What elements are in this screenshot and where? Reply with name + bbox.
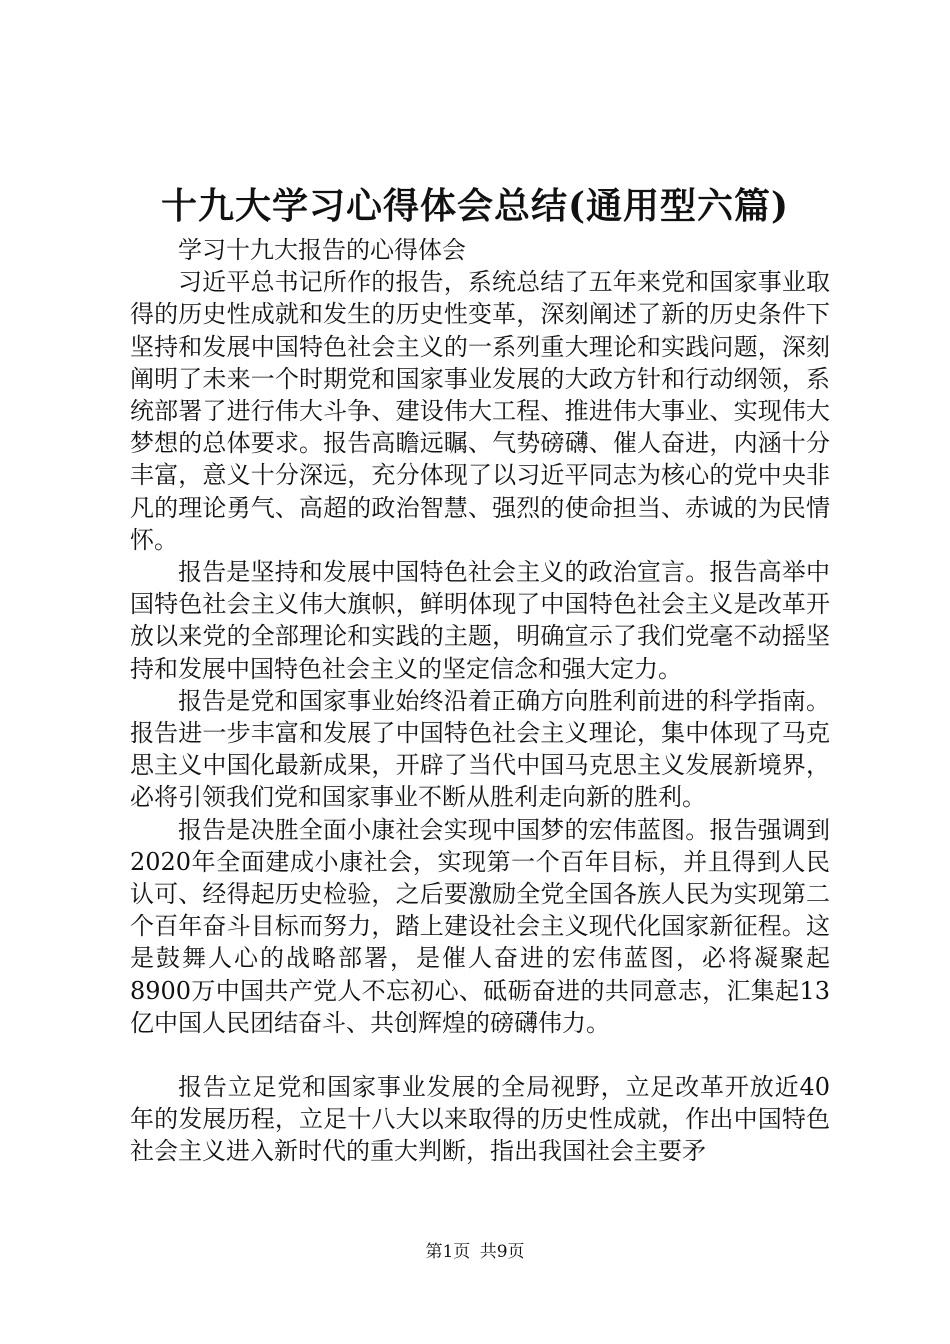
document-title: 十九大学习心得体会总结(通用型六篇) [160, 185, 790, 227]
page-total: 共9页 [479, 1242, 525, 1262]
paragraph: 习近平总书记所作的报告，系统总结了五年来党和国家事业取得的历史性成就和发生的历史性变革，深刻阐述了新的历史条件下坚持和发展中国特色社会主义的一系列重大理论和实践问题，深刻阐明了未来一个时期党和国家事业发展的大政方针和行动纲领，系统部署了进行伟大斗争、建设伟大工程、推进伟大事业、实现伟大梦想的总体要求。报告高瞻远瞩、气势磅礴、催人奋进，内涵十分丰富，意义十分深远，充分体现了以习近平同志为核心的党中央非凡的理论勇气、高超的政治智慧、强烈的使命担当、赤诚的为民情怀。 [130, 268, 830, 554]
paragraph: 报告是决胜全面小康社会实现中国梦的宏伟蓝图。报告强调到2020年全面建成小康社会，实现第一个百年目标，并且得到人民认可、经得起历史检验，之后要激励全党全国各族人民为实现第二个百年奋斗目标而努力，踏上建设社会主义现代化国家新征程。这是鼓舞人心的战略部署，是催人奋进的宏伟蓝图，必将凝聚起8900万中国共产党人不忘初心、砥砺奋进的共同意志，汇集起13亿中国人民团结奋斗、共创辉煌的磅礴伟力。 [130, 815, 830, 1037]
paragraph-gap [130, 1039, 830, 1071]
page-footer [0, 1240, 950, 1264]
document-subtitle: 学习十九大报告的心得体会 [178, 236, 466, 264]
paragraph: 报告立足党和国家事业发展的全局视野，立足改革开放近40年的发展历程，立足十八大以来取得的历史性成就，作出中国特色社会主义进入新时代的重大判断，指出我国社会主要矛 [130, 1073, 830, 1166]
page-number: 第1页 [425, 1242, 471, 1262]
paragraph: 报告是党和国家事业始终沿着正确方向胜利前进的科学指南。报告进一步丰富和发展了中国特色社会主义理论，集中体现了马克思主义中国化最新成果，开辟了当代中国马克思主义发展新境界，必将引领我们党和国家事业不断从胜利走向新的胜利。 [130, 686, 830, 812]
paragraph: 报告是坚持和发展中国特色社会主义的政治宣言。报告高举中国特色社会主义伟大旗帜，鲜明体现了中国特色社会主义是改革开放以来党的全部理论和实践的主题，明确宣示了我们党毫不动摇坚持和发展中国特色社会主义的坚定信念和强大定力。 [130, 558, 830, 683]
document-body [130, 234, 830, 1168]
